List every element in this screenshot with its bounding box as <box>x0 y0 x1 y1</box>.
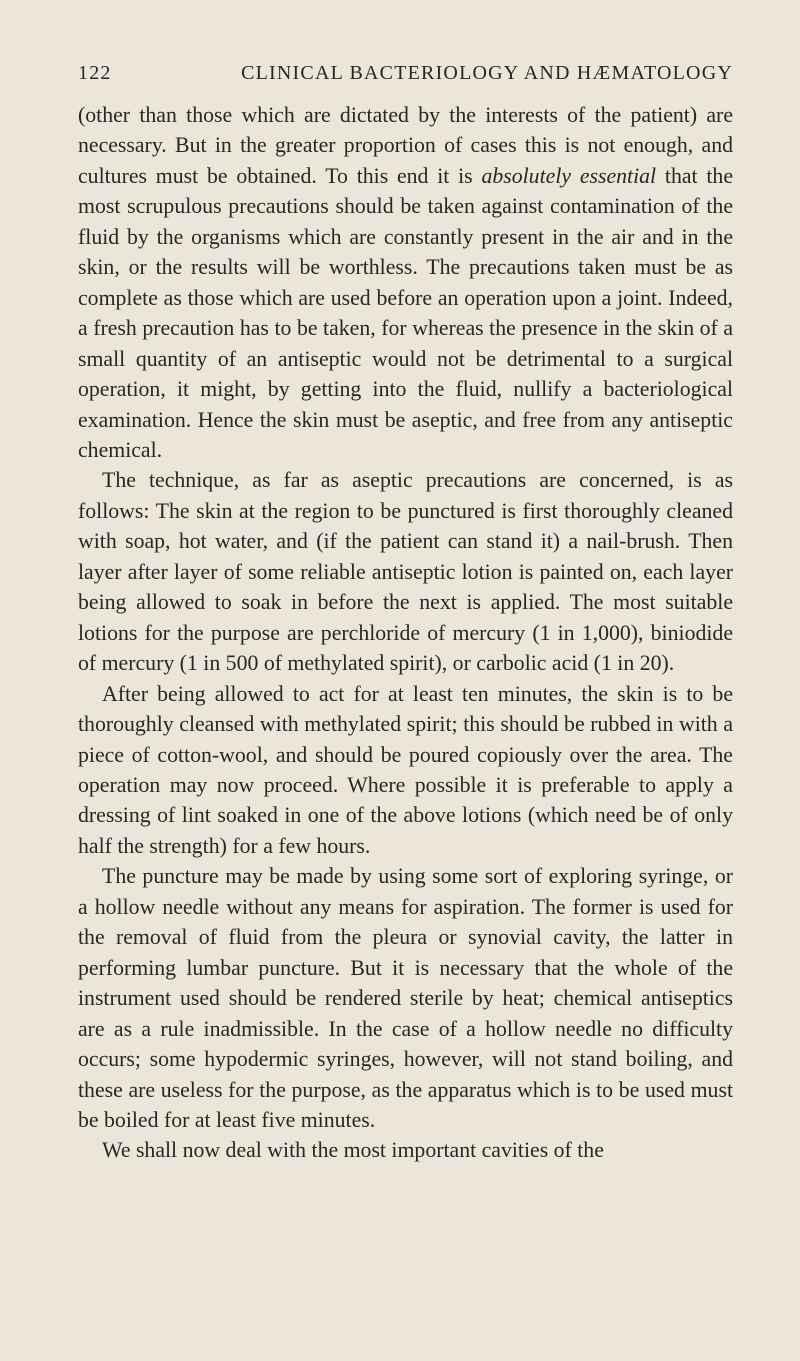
italic-emphasis: absolutely essential <box>481 163 657 188</box>
paragraph-technique: The technique, as far as aseptic precautions are concerned, is as follows: The skin at the region to be punctured is first thoroughly cleaned with soap, hot water, and (if the patient can stand it) a nail-brush. Then layer after layer of some reliable antiseptic lotion is painted on, each layer being allowed to soak in before the next is applied. The most suitable lotions for the purpose are perchloride of mercury (1 in 1,000), biniodide of mercury (1 in 500 of methylated spirit), or carbolic acid (1 in 20). <box>78 468 733 676</box>
paragraph-continuation <box>78 100 733 465</box>
paragraph-puncture: The puncture may be made by using some sort of exploring syringe, or a hollow needle without any means for aspiration. The former is used for the removal of fluid from the pleura or synovial cavity, the latter in performing lumbar puncture. But it is necessary that the whole of the instrument used should be rendered sterile by heat; chemical antiseptics are as a rule inadmissible. In the case of a hollow needle no difficulty occurs; some hypodermic syringes, however, will not stand boiling, and these are useless for the purpose, as the apparatus which is to be used must be boiled for at least five minutes. <box>78 864 733 1132</box>
paragraph-cleansing: After being allowed to act for at least ten minutes, the skin is to be thoroughly cleansed with methylated spirit; this should be rubbed in with a piece of cotton-wool, and should be poured copiously over the area. The operation may now proceed. Where possible it is preferable to apply a dressing of lint soaked in one of the above lotions (which need be of only half the strength) for a few hours. <box>78 681 733 858</box>
running-title: CLINICAL BACTERIOLOGY AND HÆMATOLOGY <box>241 62 733 84</box>
body-text <box>78 100 733 1166</box>
running-header <box>78 62 733 92</box>
paragraph-cavities: We shall now deal with the most important cavities of the <box>102 1138 604 1163</box>
page-number: 122 <box>78 62 112 84</box>
paragraph-text-before-emphasis: (other than those which are dictated by the interests of the patient) are necessary. But in the greater proportion of cases this is not enough, and cultures must be obtained. To this end it is <box>78 103 733 188</box>
paragraph-text-after-emphasis: that the most scrupulous precautions should be taken against contamination of the fluid by the organisms which are constantly present in the air and in the skin, or the results will be worthless. The precautions taken must be as complete as those which are used before an operation upon a joint. Indeed, a fresh precaution has to be taken, for whereas the presence in the skin of a small quantity of an antiseptic would not be detrimental to a surgical operation, it might, by getting into the fluid, nullify a bacteriological examination. Hence the skin must be aseptic, and free from any antiseptic chemical. <box>78 163 734 462</box>
